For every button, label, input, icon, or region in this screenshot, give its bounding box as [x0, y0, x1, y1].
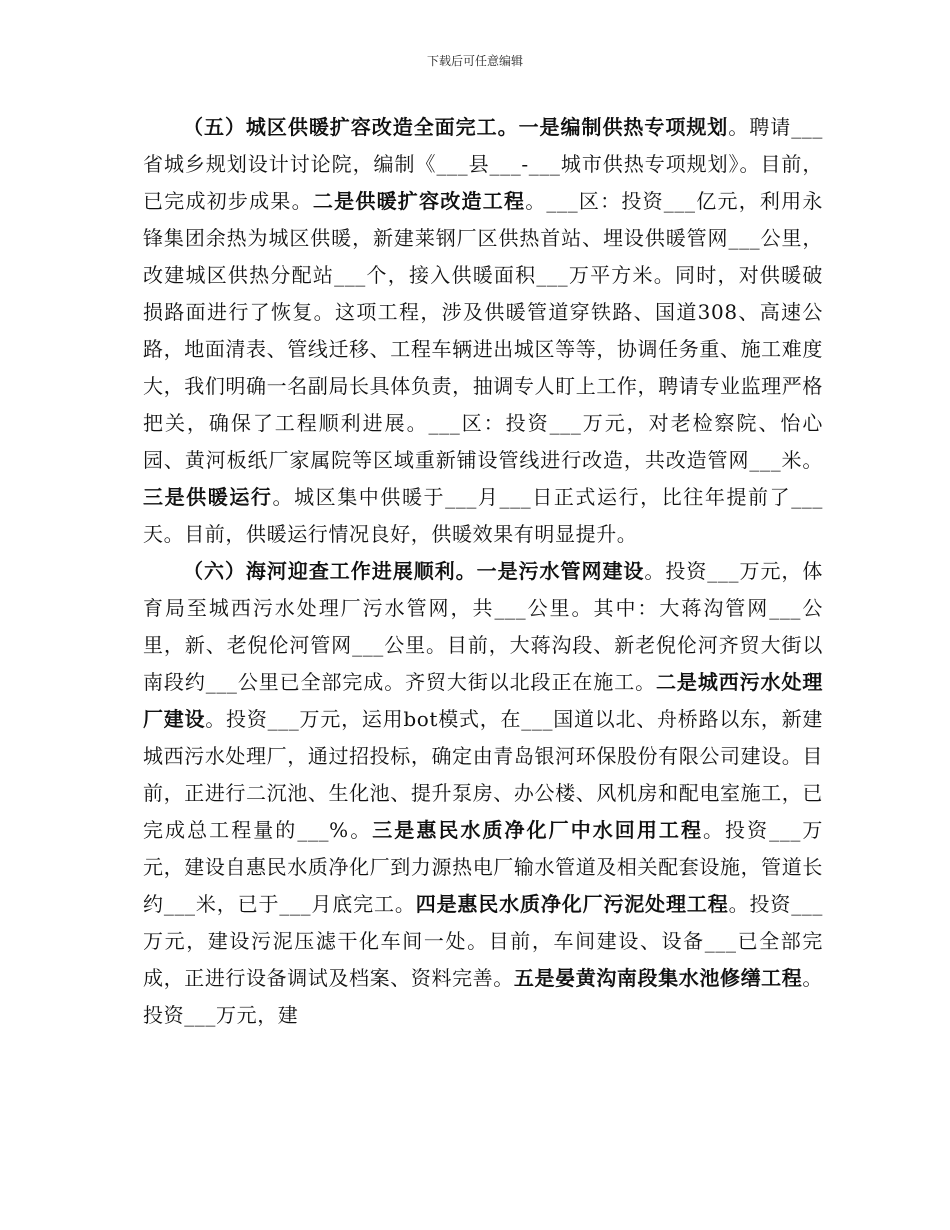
- item-heading: 五是晏黄沟南段集水池修缮工程: [513, 966, 803, 990]
- body-text: 。城区集中供暖于___月___日正式运行，比往年提前了___天。目前，供暖运行情况良好，供暖效果有明显提升。: [143, 485, 824, 546]
- paragraph-haihe-inspection: [143, 553, 823, 1034]
- body-text: 。聘请___省城乡规划设计讨论院，编制《___县___-___城市供热专项规划》。目前，已完成初步成果。: [143, 115, 823, 213]
- item-heading: 三是供暖运行: [143, 485, 273, 509]
- body-text: 。投资___万元，建: [143, 966, 823, 1027]
- item-heading: 二是供暖扩容改造工程: [312, 189, 526, 213]
- document-body: [143, 109, 823, 1034]
- body-text: 。投资___万元，运用bot模式，在___国道以北、舟桥路以东，新建城西污水处理厂，通过招投标，确定由青岛银河环保股份有限公司建设。目前，正进行二沉池、生化池、提升泵房、办公楼、风机房和配电室施工，已完成总工程量的___%。: [143, 707, 823, 842]
- page-header-note: 下载后可任意编辑: [426, 54, 523, 68]
- section-heading-6: （六）海河迎查工作进展顺利。: [183, 559, 477, 583]
- item-heading: 一是污水管网建设: [476, 559, 645, 583]
- item-heading: 四是惠民水质净化厂污泥处理工程: [415, 892, 729, 916]
- paragraph-heating-expansion: [143, 109, 823, 553]
- section-heading-5: （五）城区供暖扩容改造全面完工。: [183, 115, 519, 139]
- body-text: 。投资___万元，建设自惠民水质净化厂到力源热电厂输水管道及相关配套设施，管道长约___米，已于___月底完工。: [143, 818, 823, 916]
- item-heading: 一是编制供热专项规划: [518, 115, 729, 139]
- body-text: 。投资___万元，体育局至城西污水处理厂污水管网，共___公里。其中：大蒋沟管网___公里，新、老倪伦河管网___公里。目前，大蒋沟段、新老倪伦河齐贸大街以南段约___公里已全部完成。齐贸大街以北段正在施工。: [143, 559, 823, 694]
- body-text: 。___区：投资___亿元，利用永锋集团余热为城区供暖，新建莱钢厂区供热首站、埋设供暖管网___公里，改建城区供热分配站___个，接入供暖面积___万平方米。同时，对供暖破损路面进行了恢复。这项工程，涉及供暖管道穿铁路、国道308、高速公路，地面清表、管线迁移、工程车辆进出城区等等，协调任务重、施工难度大，我们明确一名副局长具体负责，抽调专人盯上工作，聘请专业监理严格把关，确保了工程顺利进展。___区：投资___万元，对老检察院、怡心园、黄河板纸厂家属院等区域重新铺设管线进行改造，共改造管网___米。: [143, 189, 823, 472]
- item-heading: 二是城西污水处理厂建设: [143, 670, 823, 731]
- body-text: 。投资___万元，建设污泥压滤干化车间一处。目前，车间建设、设备___已全部完成，正进行设备调试及档案、资料完善。: [143, 892, 823, 990]
- item-heading: 三是惠民水质净化厂中水回用工程: [372, 818, 703, 842]
